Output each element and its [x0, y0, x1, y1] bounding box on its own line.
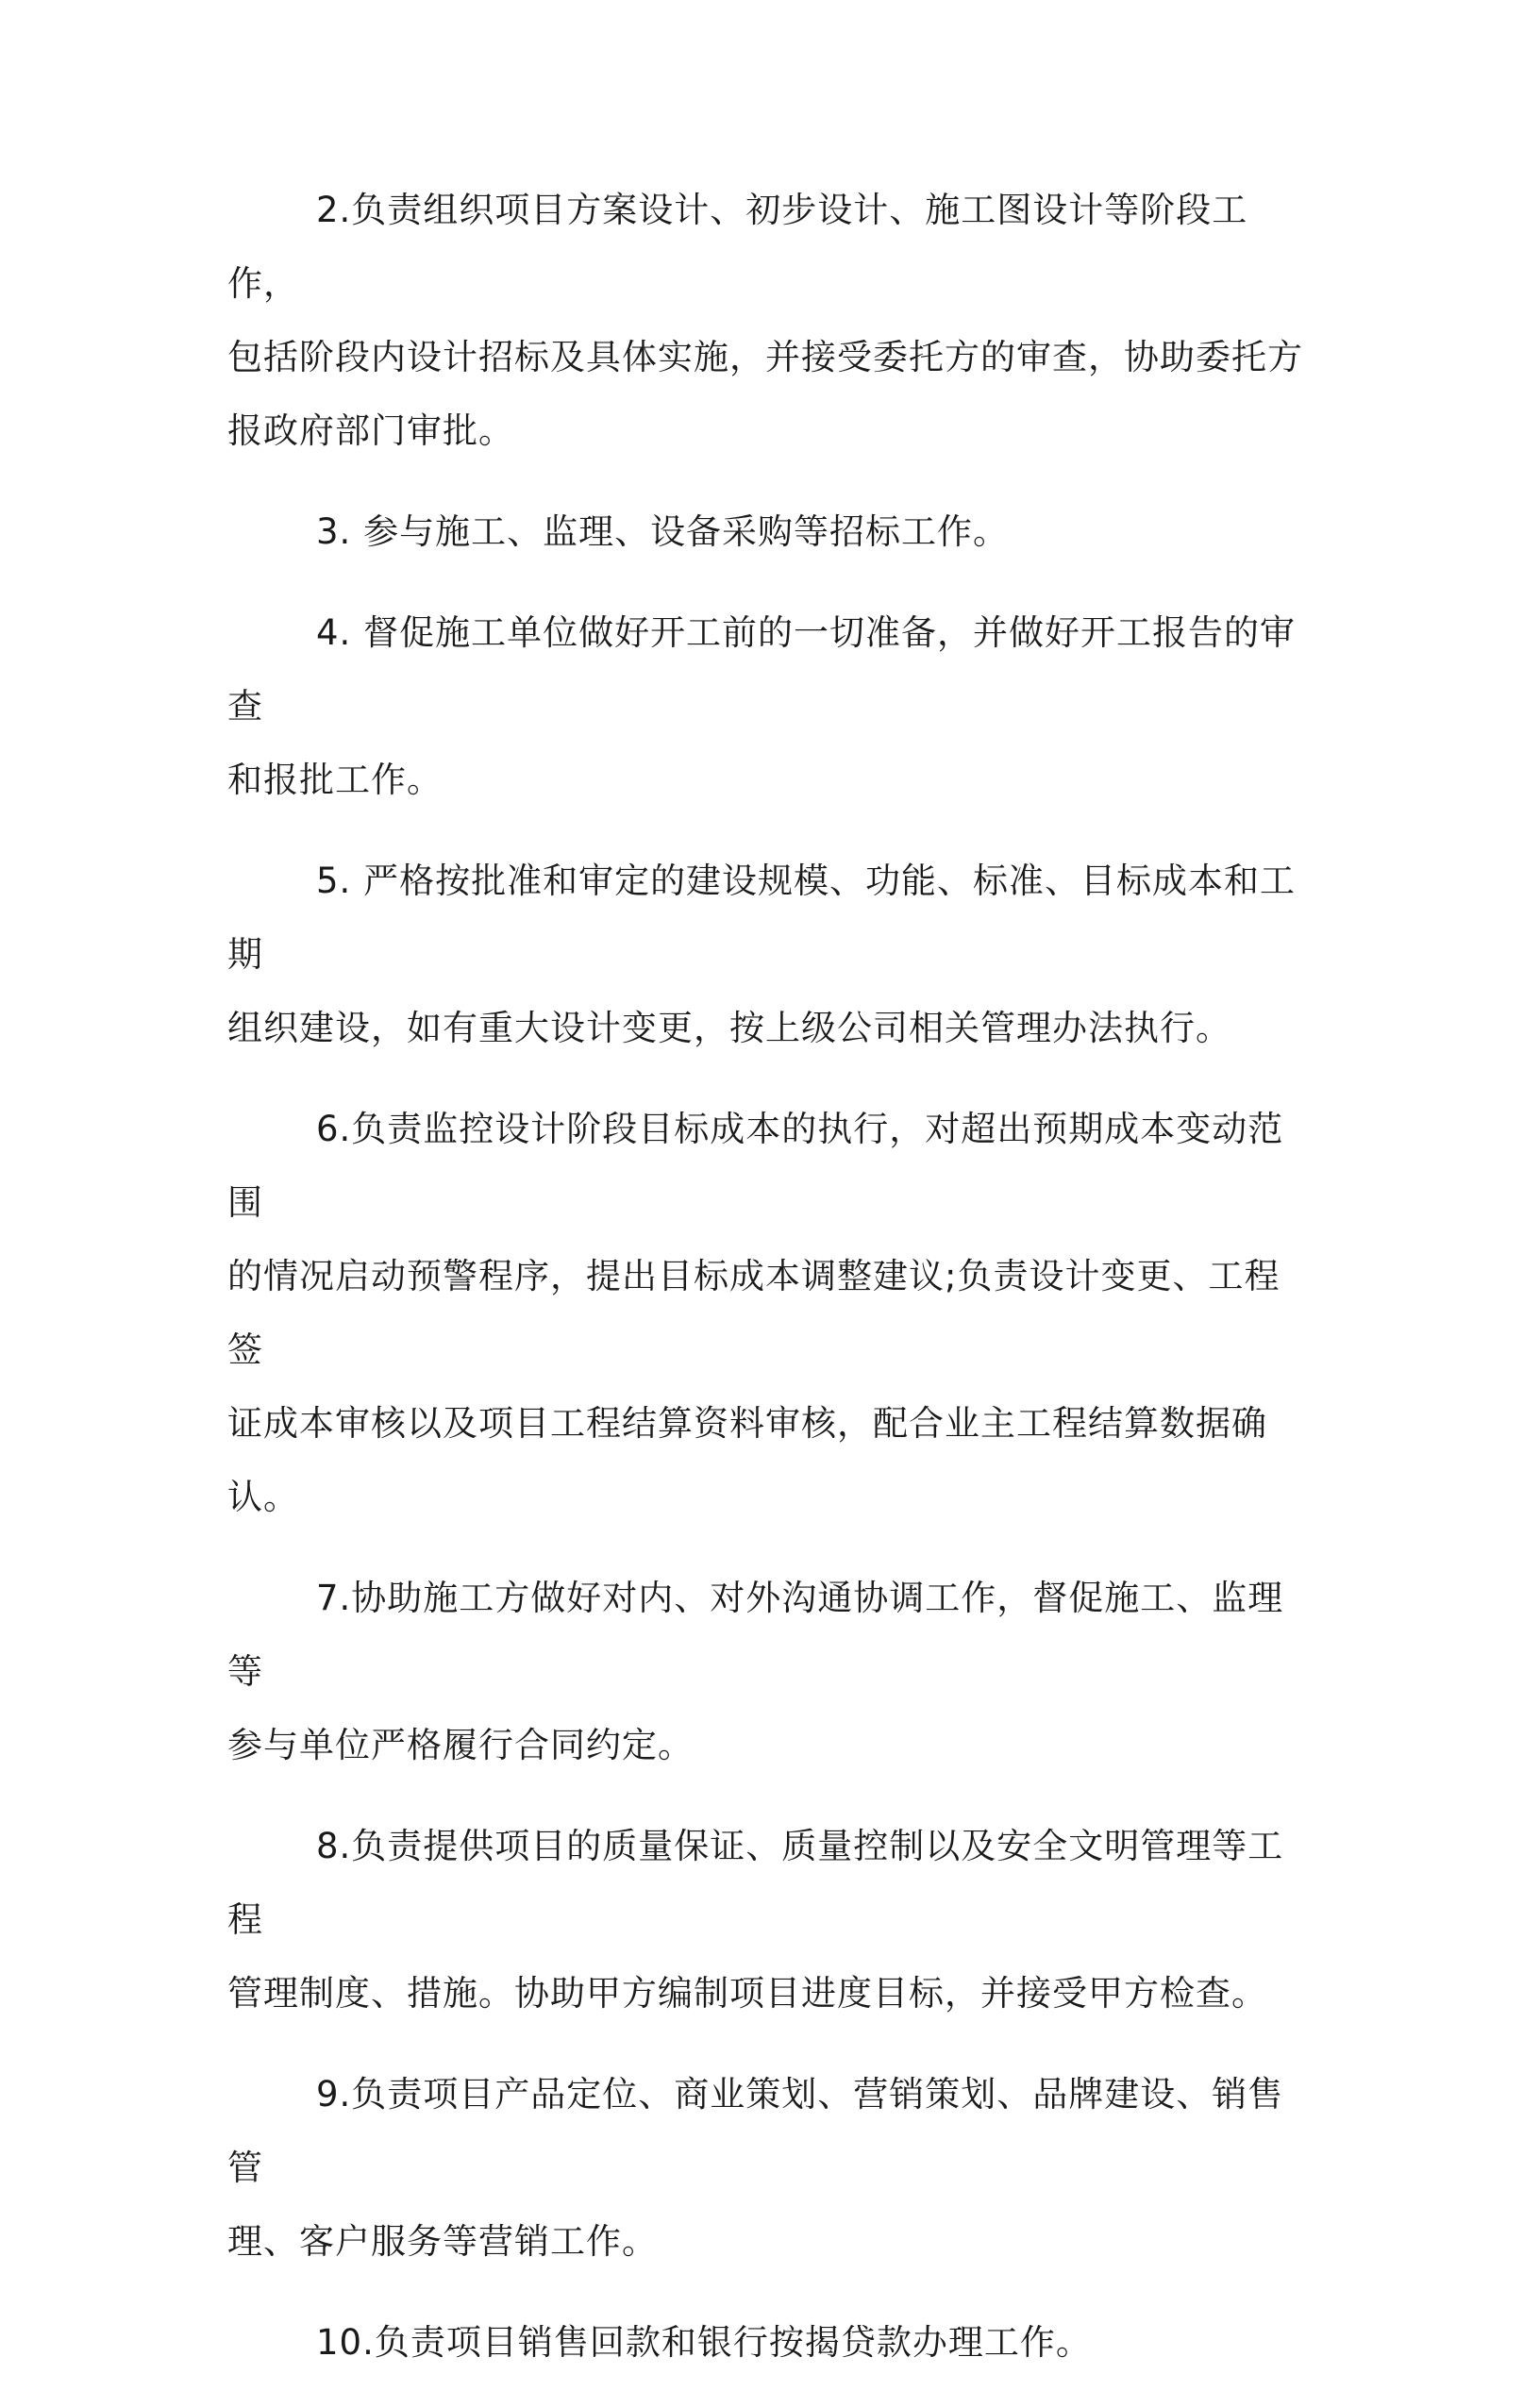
- paragraph-item-3: [227, 495, 1313, 569]
- paragraph-line: 和报批工作。: [227, 760, 443, 800]
- paragraph-line: 4. 督促施工单位做好开工前的一切准备，并做好开工报告的审查: [227, 612, 1297, 727]
- paragraph-line: 报政府部门审批。: [227, 410, 514, 451]
- paragraph-line: 2.负责组织项目方案设计、初步设计、施工图设计等阶段工作，: [227, 190, 1248, 304]
- paragraph-item-4: [227, 596, 1313, 817]
- paragraph-line: 参与单位严格履行合同约定。: [227, 1725, 694, 1765]
- paragraph-item-10: [227, 2306, 1313, 2380]
- paragraph-line: 包括阶段内设计招标及具体实施，并接受委托方的审查，协助委托方: [227, 337, 1303, 377]
- paragraph-line: 7.协助施工方做好对内、对外沟通协调工作，督促施工、监理等: [227, 1578, 1284, 1692]
- paragraph-line: 6.负责监控设计阶段目标成本的执行，对超出预期成本变动范围: [227, 1109, 1284, 1223]
- document-body: [227, 174, 1313, 2407]
- paragraph-item-2: [227, 174, 1313, 468]
- paragraph-item-5: [227, 844, 1313, 1065]
- paragraph-item-7: [227, 1562, 1313, 1782]
- paragraph-line: 9.负责项目产品定位、商业策划、营销策划、品牌建设、销售管: [227, 2074, 1284, 2188]
- paragraph-line: 的情况启动预警程序，提出目标成本调整建议;负责设计变更、工程签: [227, 1256, 1281, 1370]
- paragraph-line: 10.负责项目销售回款和银行按揭贷款办理工作。: [316, 2322, 1092, 2363]
- paragraph-line: 管理制度、措施。协助甲方编制项目进度目标，并接受甲方检查。: [227, 1973, 1267, 2014]
- paragraph-line: 3. 参与施工、监理、设备采购等招标工作。: [316, 511, 1010, 552]
- paragraph-line: 5. 严格按批准和审定的建设规模、功能、标准、目标成本和工期: [227, 861, 1297, 975]
- paragraph-item-6: [227, 1093, 1313, 1534]
- paragraph-line: 理、客户服务等营销工作。: [227, 2221, 658, 2262]
- paragraph-line: 组织建设，如有重大设计变更，按上级公司相关管理办法执行。: [227, 1008, 1231, 1048]
- paragraph-item-8: [227, 1810, 1313, 2031]
- paragraph-item-9: [227, 2058, 1313, 2279]
- paragraph-line: 证成本审核以及项目工程结算资料审核，配合业主工程结算数据确认。: [227, 1403, 1267, 1517]
- paragraph-line: 8.负责提供项目的质量保证、质量控制以及安全文明管理等工程: [227, 1826, 1284, 1940]
